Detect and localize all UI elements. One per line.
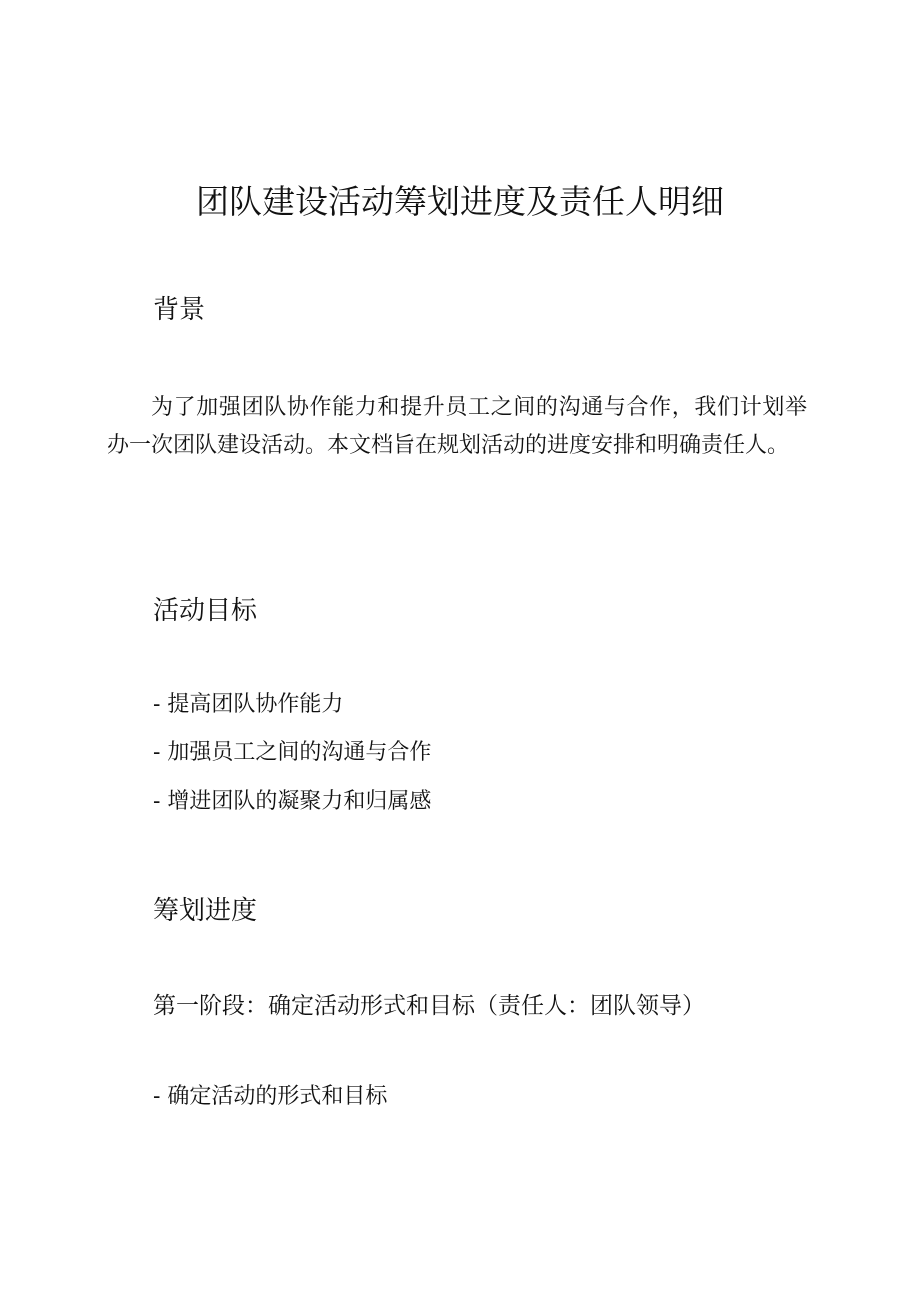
section-heading-goals: 活动目标 (153, 596, 258, 626)
document-title: 团队建设活动筹划进度及责任人明细 (196, 182, 724, 221)
goal-list-item: - 加强员工之间的沟通与合作 (153, 740, 432, 765)
goal-list-item: - 增进团队的凝聚力和归属感 (153, 789, 432, 814)
section-heading-progress: 筹划进度 (153, 896, 258, 926)
phase-1-title: 第一阶段：确定活动形式和目标（责任人：团队领导） (153, 993, 705, 1019)
background-paragraph: 为了加强团队协作能力和提升员工之间的沟通与合作，我们计划举办一次团队建设活动。本文档旨在规划活动的进度安排和明确责任人。 (107, 395, 807, 458)
phase-1-list-item: - 确定活动的形式和目标 (153, 1084, 388, 1109)
goal-list-item: - 提高团队协作能力 (153, 692, 344, 717)
section-heading-background: 背景 (153, 295, 206, 325)
